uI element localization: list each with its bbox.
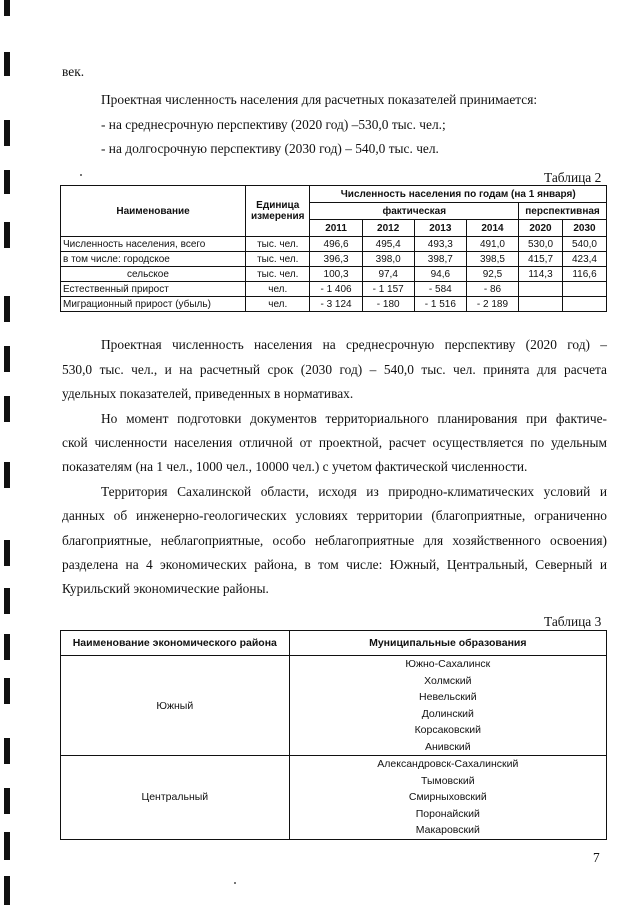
cell-value: 423,4: [562, 252, 606, 267]
header-unit: Единица измерения: [246, 186, 310, 237]
table-row: [61, 252, 607, 267]
scan-mark: [4, 678, 10, 704]
municipality: Александровск-Сахалинский: [377, 758, 519, 770]
municipality: Южно-Сахалинск: [405, 658, 491, 670]
intro-line: Проектная численность населения для расчетных показателей принимается:: [101, 92, 538, 107]
scan-mark: [4, 222, 10, 248]
scan-mark: [4, 296, 10, 322]
table2-caption: Таблица 2: [544, 170, 602, 185]
cell-value: 495,4: [362, 237, 414, 252]
cell-value: 496,6: [310, 237, 362, 252]
cell-value: 97,4: [362, 267, 414, 282]
cell-value: 114,3: [519, 267, 563, 282]
paragraph-line: 530,0 тыс. чел., и на расчетный срок (2030 год) – 540,0 тыс. чел. принята для расчета: [62, 362, 607, 377]
cell-value: - 1 157: [362, 282, 414, 297]
header-year: 2020: [519, 220, 563, 237]
cell-value: 540,0: [562, 237, 606, 252]
scan-speck: [234, 882, 236, 884]
table-row: [61, 282, 607, 297]
header-perspective: перспективная: [519, 203, 607, 220]
row-unit: тыс. чел.: [246, 267, 310, 282]
row-unit: чел.: [246, 297, 310, 312]
header-year: 2011: [310, 220, 362, 237]
scan-mark: [4, 120, 10, 146]
row-name: в том числе: городское: [61, 252, 246, 267]
municipality: Поронайский: [415, 807, 480, 820]
cell-value: [562, 297, 606, 312]
cell-value: 396,3: [310, 252, 362, 267]
paragraph-line: Курильский экономические районы.: [62, 581, 269, 596]
paragraph-line: показателям (на 1 чел., 1000 чел., 10000 чел.) с учетом фактической численности.: [62, 459, 528, 474]
municipality: Анивский: [424, 740, 471, 753]
cell-value: - 3 124: [310, 297, 362, 312]
header-year: 2014: [466, 220, 518, 237]
row-unit: тыс. чел.: [246, 237, 310, 252]
intro-line: - на среднесрочную перспективу (2020 год) –530,0 тыс. чел.;: [101, 117, 446, 132]
cell-value: 415,7: [519, 252, 563, 267]
table-row: [61, 297, 607, 312]
row-name: Численность населения, всего: [61, 237, 246, 252]
table-row: [61, 756, 607, 840]
header-name: Наименование: [61, 186, 246, 237]
cell-value: 100,3: [310, 267, 362, 282]
cell-value: 398,7: [414, 252, 466, 267]
row-unit: тыс. чел.: [246, 252, 310, 267]
paragraph-line: данных об инженерно-геологических условиях территории (благоприятные, ограниченно: [62, 508, 607, 523]
cell-value: [519, 297, 563, 312]
row-unit: чел.: [246, 282, 310, 297]
scan-mark: [4, 170, 10, 194]
row-name: сельское: [61, 267, 246, 282]
cell-value: [562, 282, 606, 297]
header-region: Наименование экономического района: [61, 631, 290, 656]
cell-value: - 86: [466, 282, 518, 297]
municipality-list: [289, 656, 606, 756]
municipality: Макаровский: [415, 824, 480, 836]
economic-regions-table: [60, 630, 607, 840]
table3-caption: Таблица 3: [544, 614, 602, 629]
scan-mark: [4, 634, 10, 660]
scan-mark: [4, 540, 10, 566]
cell-value: 493,3: [414, 237, 466, 252]
municipality: Корсаковский: [414, 724, 482, 736]
cell-value: - 2 189: [466, 297, 518, 312]
scan-mark: [4, 876, 10, 905]
paragraph-line: разделена на 4 экономических района, в том числе: Южный, Центральный, Северный и: [62, 557, 607, 572]
table-row: [61, 237, 607, 252]
scan-mark: [4, 0, 10, 16]
municipality-list: [289, 756, 606, 840]
scan-mark: [4, 738, 10, 764]
cell-value: 398,5: [466, 252, 518, 267]
cell-value: [519, 282, 563, 297]
region-name: Центральный: [61, 756, 290, 840]
scan-mark: [4, 832, 10, 860]
cell-value: - 1 406: [310, 282, 362, 297]
scan-mark: [4, 52, 10, 76]
cell-value: - 1 516: [414, 297, 466, 312]
cell-value: - 584: [414, 282, 466, 297]
cell-value: 491,0: [466, 237, 518, 252]
cell-value: 398,0: [362, 252, 414, 267]
municipality: Долинский: [421, 707, 474, 720]
header-year: 2030: [562, 220, 606, 237]
paragraph-line: Но момент подготовки документов территориального планирования при фактиче-: [101, 411, 607, 426]
cell-value: - 180: [362, 297, 414, 312]
paragraph-line: благоприятные, неблагоприятные, особо неблагоприятные для хозяйственного освоения): [62, 533, 607, 548]
municipality: Холмский: [424, 674, 472, 687]
intro-line: - на долгосрочную перспективу (2030 год) – 540,0 тыс. чел.: [101, 141, 439, 156]
header-population-group: Численность населения по годам (на 1 января): [310, 186, 607, 203]
cell-value: 92,5: [466, 267, 518, 282]
paragraph-line: ской численности населения отличной от проектной, расчет осуществляется по удельным: [62, 435, 607, 450]
header-year: 2012: [362, 220, 414, 237]
cell-value: 116,6: [562, 267, 606, 282]
paragraph-line: удельных показателей, приведенных в нормативах.: [62, 386, 354, 401]
page-number: 7: [593, 850, 600, 865]
scan-speck: [80, 174, 82, 176]
municipality: Невельский: [419, 691, 477, 703]
municipality: Тымовский: [421, 774, 475, 787]
header-municipalities: Муниципальные образования: [289, 631, 606, 656]
scan-mark: [4, 396, 10, 422]
header-actual: фактическая: [310, 203, 519, 220]
header-fragment: век.: [62, 64, 85, 79]
header-year: 2013: [414, 220, 466, 237]
cell-value: 530,0: [519, 237, 563, 252]
paragraph-line: Проектная численность населения на среднесрочную перспективу (2020 год) –: [101, 337, 607, 352]
table-row: [61, 656, 607, 756]
cell-value: 94,6: [414, 267, 466, 282]
paragraph-line: Территория Сахалинской области, исходя из природно-климатических условий и: [101, 484, 607, 499]
row-name: Миграционный прирост (убыль): [61, 297, 246, 312]
scan-mark: [4, 788, 10, 814]
population-table: [60, 185, 607, 312]
scan-mark: [4, 346, 10, 372]
scan-mark: [4, 462, 10, 488]
municipality: Смирныховский: [408, 791, 487, 803]
scan-mark: [4, 588, 10, 614]
region-name: Южный: [61, 656, 290, 756]
row-name: Естественный прирост: [61, 282, 246, 297]
table-row: [61, 267, 607, 282]
